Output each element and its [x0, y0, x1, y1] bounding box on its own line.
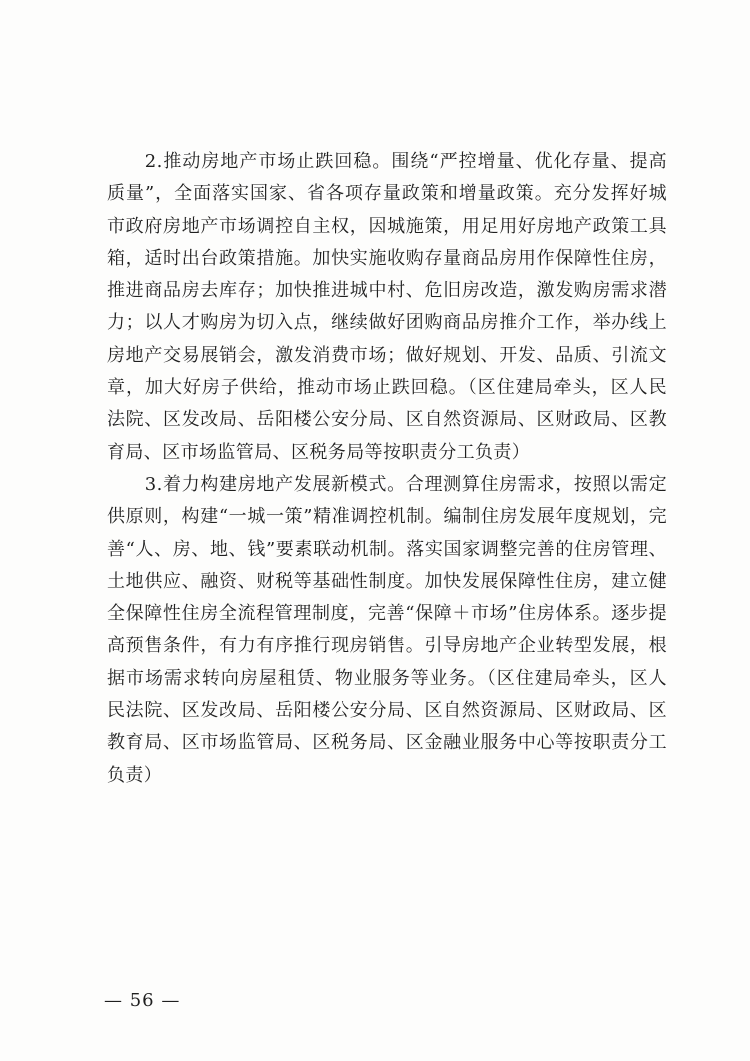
document-body [107, 146, 667, 792]
paragraph-2-stabilize-market: 2.推动房地产市场止跌回稳。围绕“严控增量、优化存量、提高质量”，全面落实国家、省各项存量政策和增量政策。充分发挥好城市政府房地产市场调控自主权，因城施策，用足用好房地产政策工具箱，适时出台政策措施。加快实施收购存量商品房用作保障性住房，推进商品房去库存；加快推进城中村、危旧房改造，激发购房需求潜力；以人才购房为切入点，继续做好团购商品房推介工作，举办线上房地产交易展销会，激发消费市场；做好规划、开发、品质、引流文章，加大好房子供给，推动市场止跌回稳。（区住建局牵头，区人民法院、区发改局、岳阳楼公安分局、区自然资源局、区财政局、区教育局、区市场监管局、区税务局等按职责分工负责） [107, 151, 667, 463]
paragraph-3-new-development-model: 3.着力构建房地产发展新模式。合理测算住房需求，按照以需定供原则，构建“一城一策”精准调控机制。编制住房发展年度规划，完善“人、房、地、钱”要素联动机制。落实国家调整完善的住房管理、土地供应、融资、财税等基础性制度。加快发展保障性住房，建立健全保障性住房全流程管理制度，完善“保障＋市场”住房体系。逐步提高预售条件，有力有序推行现房销售。引导房地产企业转型发展，根据市场需求转向房屋租赁、物业服务等业务。（区住建局牵头，区人民法院、区发改局、岳阳楼公安分局、区自然资源局、区财政局、区教育局、区市场监管局、区税务局、区金融业服务中心等按职责分工负责） [107, 473, 667, 786]
page-number: — 56 — [104, 990, 181, 1011]
